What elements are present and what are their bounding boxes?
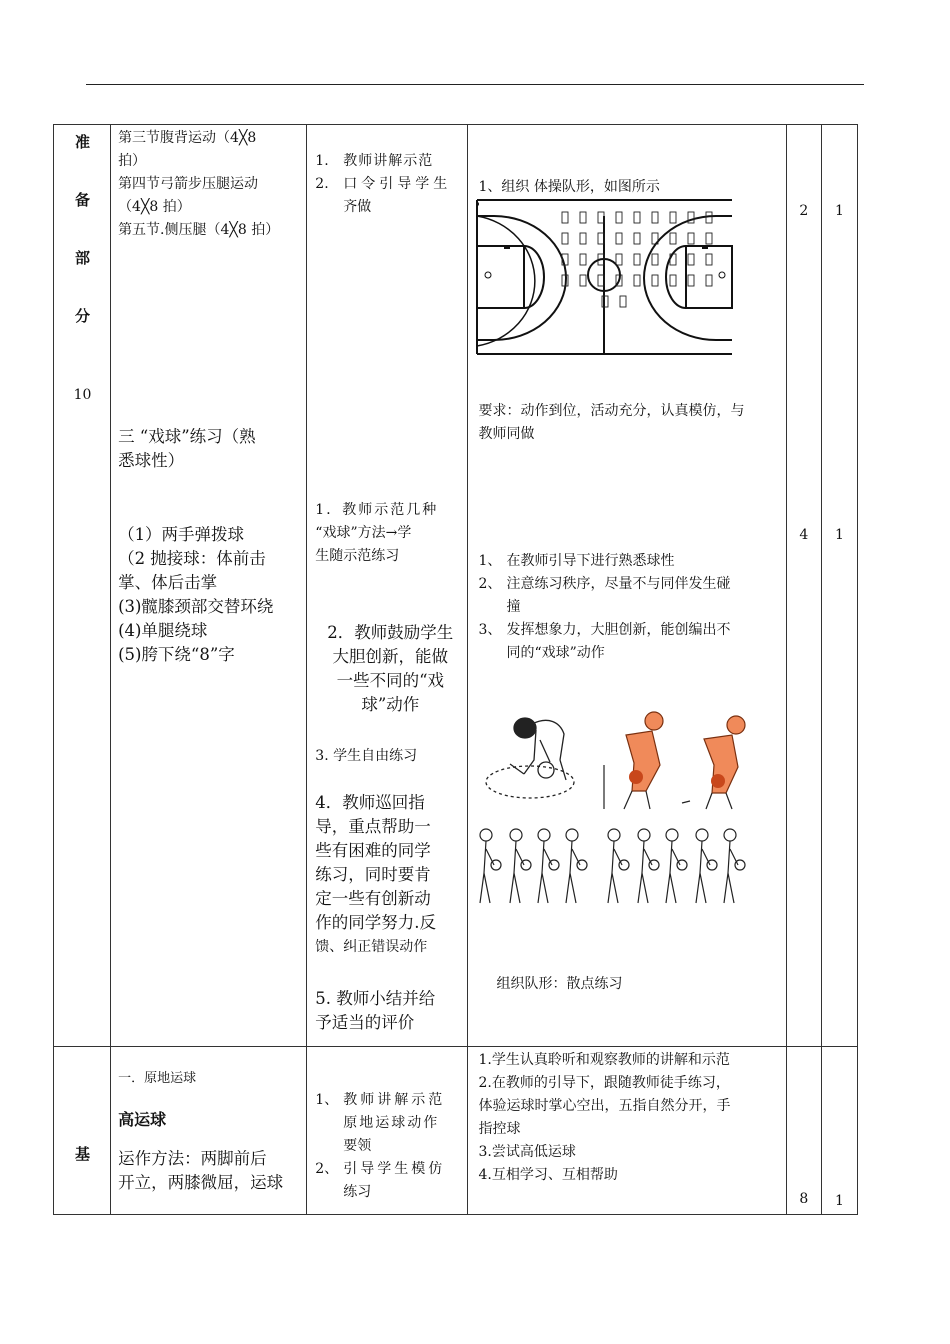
prep-org-cell — [468, 125, 786, 1047]
ball-handling-illustration — [480, 700, 580, 808]
section-char: 分 — [74, 307, 90, 325]
student-marker — [706, 275, 712, 286]
prep-row — [54, 125, 858, 1047]
student-marker — [580, 254, 586, 265]
exercise-line: 第三节腹背运动（4╳8 — [118, 130, 257, 146]
figure-ball — [491, 860, 501, 870]
org-item — [478, 596, 783, 619]
student-marker — [580, 275, 586, 286]
teacher-step — [315, 150, 465, 173]
prep-groups-cell — [821, 125, 857, 1047]
ball-item: (5)胯下绕“8”字 — [118, 645, 235, 664]
basic-topic: 一．原地运球 — [118, 1071, 197, 1086]
org-line: 3.尝试高低运球 — [478, 1144, 576, 1160]
teacher-step — [315, 173, 465, 196]
group-count: 1 — [834, 1193, 844, 1209]
teacher-demo — [315, 499, 465, 568]
step-text: 教师讲解示范 — [343, 1092, 446, 1108]
org-line: 2.在教师的引导下，跟随教师徒手练习， — [478, 1075, 730, 1091]
ball-practice-title — [118, 425, 304, 473]
ball-title-line: 三 “戏球”练习（熟 — [118, 427, 256, 446]
ball-item: 掌、体后击掌 — [118, 573, 218, 592]
student-marker — [616, 212, 622, 223]
teacher-step — [315, 1112, 465, 1135]
figure-body — [724, 841, 738, 903]
times-count: 4 — [799, 527, 809, 543]
org-item — [478, 550, 783, 573]
student-marker — [706, 212, 712, 223]
basic-subtopic: 高运球 — [118, 1110, 167, 1129]
teacher-step — [315, 1181, 465, 1204]
step-text: 原地运球动作 — [343, 1115, 440, 1131]
student-marker — [580, 212, 586, 223]
times-count: 2 — [799, 203, 809, 219]
figure-body — [566, 841, 580, 903]
figure-head — [608, 829, 620, 841]
step-number: 2. — [315, 176, 329, 192]
ball-item: (3)髋膝颈部交替环绕 — [118, 597, 274, 616]
section-char: 准 — [74, 133, 90, 151]
requirement — [478, 400, 744, 446]
figure-ball — [735, 860, 745, 870]
teacher-summary — [315, 987, 465, 1035]
figure-body — [480, 841, 494, 903]
patrol-line: 导，重点帮助一 — [315, 817, 431, 836]
figure-head — [538, 829, 550, 841]
basic-row — [54, 1047, 858, 1215]
figure-ball — [521, 860, 531, 870]
encourage-line: 大胆创新，能做 — [332, 647, 449, 666]
teacher-step — [315, 196, 465, 219]
court-formation-diagram — [476, 198, 736, 358]
figure-ball — [649, 860, 659, 870]
ball-item: （1）两手弹拨球 — [118, 525, 245, 544]
org-item-number: 1、 — [478, 553, 502, 569]
patrol-line: 些有困难的同学 — [315, 841, 431, 860]
exercise-list — [118, 127, 304, 242]
group-count: 1 — [834, 527, 844, 543]
basic-org-lines — [478, 1049, 783, 1187]
org-items — [478, 550, 783, 665]
org-item — [478, 642, 783, 665]
requirement-line: 要求：动作到位，活动充分，认真模仿，与 — [478, 403, 745, 419]
exercise-line: （4╳8 拍） — [118, 199, 191, 215]
student-marker — [634, 275, 640, 286]
student-marker — [634, 212, 640, 223]
patrol-line: 馈、纠正错误动作 — [315, 939, 428, 955]
section-label-basic — [54, 1047, 111, 1215]
basic-times-cell — [786, 1047, 821, 1215]
student-marker — [580, 233, 586, 244]
student-marker — [562, 212, 568, 223]
org-item-text: 发挥想象力，大胆创新，能创编出不 — [506, 622, 731, 638]
basic-groups-cell — [821, 1047, 857, 1215]
student-marker — [706, 233, 712, 244]
basic-teacher-steps — [315, 1089, 465, 1204]
figure-head — [510, 829, 522, 841]
patrol-line: 练习，同时要肯 — [315, 865, 431, 884]
patrol-line: 4．教师巡回指 — [315, 793, 425, 812]
student-marker — [562, 233, 568, 244]
org-line: 1.学生认真聆听和观察教师的讲解和示范 — [478, 1052, 730, 1068]
figure-head — [638, 829, 650, 841]
ball-item: （2 抛接球：体前击 — [118, 549, 266, 568]
figure-body — [510, 841, 524, 903]
encourage-line: 一些不同的“戏 — [336, 671, 445, 690]
student-marker — [652, 212, 658, 223]
basic-teacher-cell — [307, 1047, 468, 1215]
step-text: 要领 — [343, 1138, 372, 1154]
ball-sequence-illustration — [476, 825, 746, 915]
student-marker — [634, 254, 640, 265]
step-text: 引导学生模仿 — [343, 1161, 446, 1177]
org-item-number: 2、 — [478, 576, 502, 592]
org-item-text: 注意练习秩序，尽量不与同伴发生碰 — [506, 576, 731, 592]
teacher-steps — [315, 150, 465, 219]
patrol-line: 作的同学努力.反 — [315, 913, 437, 932]
figure-head — [696, 829, 708, 841]
org-line: 体验运球时掌心空出，五指自然分开，手 — [478, 1098, 731, 1114]
student-marker — [670, 275, 676, 286]
scatter-formation: 组织队形：散点练习 — [496, 976, 623, 992]
section-char: 部 — [74, 249, 90, 267]
student-markers — [562, 212, 712, 307]
student-marker — [688, 233, 694, 244]
basic-method — [118, 1147, 304, 1195]
figure-body — [538, 841, 552, 903]
teacher-encourage — [315, 621, 465, 717]
org-item — [478, 619, 783, 642]
student-marker — [670, 233, 676, 244]
teacher-step — [315, 1135, 465, 1158]
student-marker — [616, 254, 622, 265]
demo-line: 生随示范练习 — [315, 548, 400, 564]
ball-item: (4)单腿绕球 — [118, 621, 208, 640]
figure-ball — [677, 860, 687, 870]
ball-practice-list — [118, 523, 304, 667]
step-text: 教师讲解示范 — [343, 153, 434, 169]
prep-content-cell — [111, 125, 307, 1047]
figure-head — [566, 829, 578, 841]
figure-ball — [577, 860, 587, 870]
step-number: 1、 — [315, 1092, 339, 1108]
org-line: 指控球 — [478, 1121, 521, 1137]
student-marker — [688, 254, 694, 265]
student-marker — [652, 254, 658, 265]
lesson-plan-table — [53, 124, 858, 1215]
section-label-prep — [54, 125, 111, 1047]
free-practice: 3. 学生自由练习 — [315, 748, 418, 764]
ball-title-line: 悉球性） — [118, 451, 185, 470]
method-line: 开立，两膝微屈，运球 — [118, 1173, 284, 1192]
basic-org-cell — [468, 1047, 786, 1215]
demo-line: “戏球”方法→学 — [315, 525, 412, 541]
figure-head — [724, 829, 736, 841]
section-char: 备 — [74, 191, 90, 209]
exercise-line: 拍） — [118, 153, 147, 169]
figure-head — [666, 829, 678, 841]
step-text: 口令引导学生 — [343, 176, 452, 192]
section-duration: 10 — [73, 387, 92, 403]
encourage-line: 2．教师鼓励学生 — [327, 623, 454, 642]
figure-ball — [707, 860, 717, 870]
figure-ball — [619, 860, 629, 870]
org-item-text: 撞 — [506, 599, 521, 615]
teacher-step — [315, 1089, 465, 1112]
student-marker — [620, 296, 626, 307]
org-item-number: 3、 — [478, 622, 502, 638]
step-text: 齐做 — [343, 199, 372, 215]
times-count: 8 — [799, 1191, 809, 1207]
figure-body — [696, 841, 710, 903]
players-dribbling-illustration — [596, 705, 758, 813]
formation-caption: 1、组织 体操队形，如图所示 — [478, 179, 660, 195]
figure-ball — [549, 860, 559, 870]
figure-head — [480, 829, 492, 841]
student-marker — [652, 275, 658, 286]
step-number: 1. — [315, 153, 329, 169]
teacher-step — [315, 1158, 465, 1181]
section-char: 基 — [74, 1145, 90, 1163]
step-number: 2、 — [315, 1161, 339, 1177]
summary-line: 予适当的评价 — [315, 1013, 415, 1032]
org-item-text: 同的“戏球”动作 — [506, 645, 605, 661]
student-marker — [688, 275, 694, 286]
exercise-line: 第四节弓箭步压腿运动 — [118, 176, 259, 192]
student-marker — [616, 233, 622, 244]
figure-body — [638, 841, 652, 903]
teacher-patrol — [315, 791, 465, 959]
org-item — [478, 573, 783, 596]
basic-content-cell — [111, 1047, 307, 1215]
method-line: 运作方法：两脚前后 — [118, 1149, 267, 1168]
step-text: 练习 — [343, 1184, 372, 1200]
patrol-line: 定一些有创新动 — [315, 889, 431, 908]
prep-teacher-cell — [307, 125, 468, 1047]
prep-times-cell — [786, 125, 821, 1047]
student-marker — [634, 233, 640, 244]
summary-line: 5. 教师小结并给 — [315, 989, 436, 1008]
exercise-line: 第五节.侧压腿（4╳8 拍） — [118, 222, 280, 238]
figure-body — [666, 841, 680, 903]
group-count: 1 — [834, 203, 844, 219]
encourage-line: 球”动作 — [361, 695, 420, 714]
demo-line: 1．教师示范几种 — [315, 502, 439, 518]
student-marker — [670, 212, 676, 223]
requirement-line: 教师同做 — [478, 426, 535, 442]
student-marker — [706, 254, 712, 265]
figure-body — [608, 841, 622, 903]
org-line: 4.互相学习、互相帮助 — [478, 1167, 618, 1183]
header-rule — [86, 84, 864, 85]
org-item-text: 在教师引导下进行熟悉球性 — [506, 553, 675, 569]
